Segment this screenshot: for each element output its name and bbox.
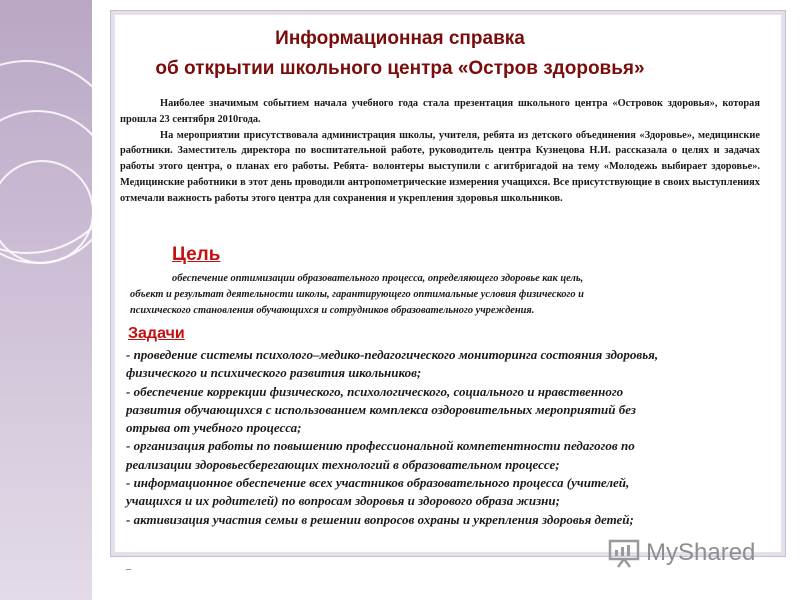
intro-text: [120, 96, 760, 207]
task-line: развития обучающихся с использованием комплекса оздоровительных мероприятий без: [126, 401, 636, 417]
task-line: - организация работы по повышению профессиональной компетентности педагогов по: [126, 438, 635, 454]
page-title-line1: Информационная справка: [275, 28, 525, 49]
goal-heading: Цель: [172, 244, 221, 265]
tasks-heading: Задачи: [128, 325, 185, 342]
goal-line: объект и результат деятельности школы, гарантирующего оптимальные условия физического и: [130, 289, 584, 300]
page-title-line2: об открытии школьного центра «Остров здоровья»: [155, 58, 645, 79]
intro-paragraph: Наиболее значимым событием начала учебного года стала презентация школьного центра «Островок здоровья», которая прошла 23 сентября 2010года.: [120, 98, 760, 125]
footer-mark: –: [126, 564, 131, 575]
task-line: отрыва от учебного процесса;: [126, 420, 302, 436]
task-line: - проведение системы психолого–медико-педагогического мониторинга состояния здоровья,: [126, 347, 659, 362]
task-line: - обеспечение коррекции физического, психологического, социального и нравственного: [126, 383, 624, 399]
task-line: физического и психического развития школьников;: [126, 365, 422, 381]
watermark-logo: [608, 538, 755, 568]
intro-paragraph: На мероприятии присутствовала администрация школы, учителя, ребята из детского объединения «Здоровье», медицинские работники. Заместитель директора по воспитательной работе, руководитель центра Кузнецова Н.И. рассказала о целях и задачах работы этого центра, о планах его работы. Ребята- волонтеры выступили с агитбригадой на тему «Молодежь выбирает здоровье». Медицинские работники в этот день проводили антропометрические измерения учащихся. Все присутствующие в своих выступлениях отмечали важность работы этого центра для сохранения и укрепления здоровья школьников.: [120, 129, 760, 204]
watermark-text: MyShared: [646, 539, 756, 566]
tasks-list: [126, 346, 774, 529]
task-line: - информационное обеспечение всех участников образовательного процесса (учителей,: [126, 475, 630, 491]
task-line: учащихся и их родителей) по вопросам здоровья и здорового образа жизни;: [126, 493, 560, 509]
goal-line: обеспечение оптимизации образовательного процесса, определяющего здоровье как цель,: [172, 273, 584, 284]
goal-line: психического становления обучающихся и сотрудников образовательного учреждения.: [130, 305, 535, 316]
goal-text: [130, 271, 735, 319]
task-line: реализации здоровьесберегающих технологий в образовательном процессе;: [126, 456, 560, 472]
presentation-board-icon: [608, 538, 640, 568]
task-line: - активизация участия семьи в решении вопросов охраны и укрепления здоровья детей;: [126, 511, 634, 527]
